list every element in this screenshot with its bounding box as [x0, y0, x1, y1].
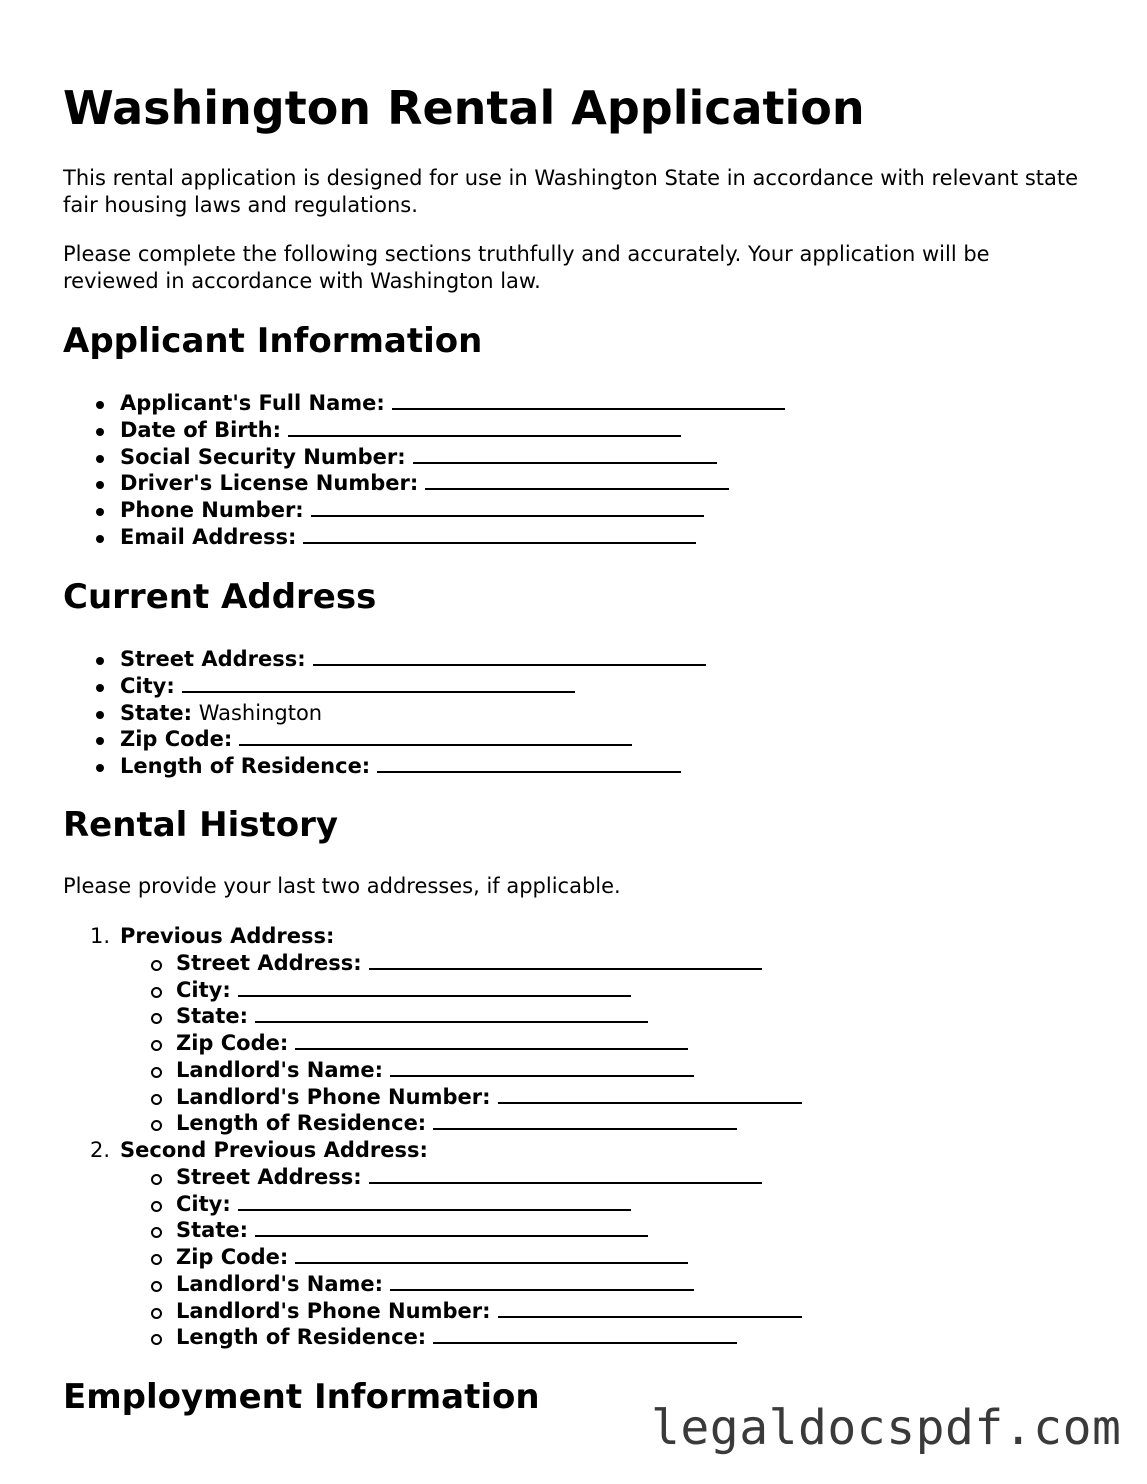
prev1-state: [63, 1003, 802, 1030]
zip-code-blank[interactable]: [239, 726, 632, 746]
rental-history-intro: Please provide your last two addresses, if applicable.: [63, 874, 621, 898]
prev2-zip-blank[interactable]: [295, 1244, 688, 1264]
bullet-icon: [96, 684, 104, 692]
prev1-landlord-name-blank[interactable]: [390, 1057, 694, 1077]
prev2-state-blank[interactable]: [255, 1217, 648, 1237]
bullet-icon: [96, 764, 104, 772]
field-length-of-residence: [63, 753, 706, 780]
field-label: State:: [176, 1218, 249, 1243]
applicant-fields-list: [63, 390, 785, 551]
field-label: Phone Number:: [120, 498, 304, 522]
field-label: Street Address:: [176, 950, 362, 975]
circle-bullet-icon: [151, 1013, 162, 1024]
field-city: [63, 673, 706, 700]
circle-bullet-icon: [151, 1067, 162, 1078]
prev2-landlord-phone: [63, 1298, 802, 1325]
bullet-icon: [96, 401, 104, 409]
intro-paragraph-2: Please complete the following sections truthfully and accurately. Your application will be reviewed in accordance with Washington law.: [63, 242, 990, 293]
circle-bullet-icon: [151, 1094, 162, 1105]
field-state: [63, 700, 706, 727]
prev1-state-blank[interactable]: [255, 1003, 648, 1023]
bullet-icon: [96, 657, 104, 665]
page-title: Washington Rental Application: [63, 81, 865, 135]
list-number: 1.: [90, 924, 111, 948]
prev2-length-of-residence: [63, 1324, 802, 1351]
circle-bullet-icon: [151, 1227, 162, 1238]
field-full-name: [63, 390, 785, 417]
circle-bullet-icon: [151, 1254, 162, 1265]
second-previous-address-label: Second Previous Address:: [120, 1138, 428, 1162]
circle-bullet-icon: [151, 1040, 162, 1051]
previous-address-item: [63, 923, 802, 950]
full-name-blank[interactable]: [392, 390, 785, 410]
field-label: City:: [176, 1191, 231, 1216]
circle-bullet-icon: [151, 1334, 162, 1345]
prev1-city: [63, 977, 802, 1004]
section-heading-applicant: Applicant Information: [63, 321, 483, 361]
bullet-icon: [96, 428, 104, 436]
state-value: Washington: [198, 700, 323, 725]
field-date-of-birth: [63, 417, 785, 444]
prev1-length-blank[interactable]: [433, 1110, 737, 1130]
prev1-landlord-phone-blank[interactable]: [498, 1084, 802, 1104]
section-heading-rental-history: Rental History: [63, 805, 339, 845]
circle-bullet-icon: [151, 1281, 162, 1292]
email-blank[interactable]: [303, 524, 696, 544]
field-label: Date of Birth:: [120, 417, 282, 442]
field-label: Landlord's Phone Number:: [176, 1298, 491, 1323]
field-email: [63, 524, 785, 551]
circle-bullet-icon: [151, 1201, 162, 1212]
drivers-license-blank[interactable]: [425, 470, 729, 490]
field-label: Street Address:: [120, 647, 306, 671]
field-label: State:: [120, 700, 193, 725]
bullet-icon: [96, 711, 104, 719]
prev1-zip-blank[interactable]: [295, 1030, 688, 1050]
field-label: Driver's License Number:: [120, 471, 419, 496]
prev2-landlord-phone-blank[interactable]: [498, 1298, 802, 1318]
field-label: City:: [176, 977, 231, 1002]
field-phone: [63, 497, 785, 524]
prev2-city-blank[interactable]: [238, 1191, 631, 1211]
prev2-landlord-name: [63, 1271, 802, 1298]
prev1-landlord-phone: [63, 1084, 802, 1111]
prev2-state: [63, 1217, 802, 1244]
phone-blank[interactable]: [311, 497, 704, 517]
prev2-street: [63, 1164, 802, 1191]
prev1-landlord-name: [63, 1057, 802, 1084]
prev1-street: [63, 950, 802, 977]
field-drivers-license: [63, 470, 785, 497]
field-label: Landlord's Name:: [176, 1057, 384, 1082]
prev2-length-blank[interactable]: [433, 1324, 737, 1344]
prev2-city: [63, 1191, 802, 1218]
rental-history-list: [63, 923, 802, 1351]
watermark: legaldocspdf.com: [651, 1400, 1122, 1456]
field-ssn: [63, 444, 785, 471]
bullet-icon: [96, 481, 104, 489]
section-heading-employment: Employment Information: [63, 1377, 540, 1417]
circle-bullet-icon: [151, 1308, 162, 1319]
intro-paragraph-1: This rental application is designed for use in Washington State in accordance with relevant state fair housing laws and regulations.: [63, 166, 1079, 217]
prev1-zip: [63, 1030, 802, 1057]
bullet-icon: [96, 508, 104, 516]
circle-bullet-icon: [151, 960, 162, 971]
field-label: Street Address:: [176, 1164, 362, 1189]
street-address-blank[interactable]: [313, 646, 706, 666]
field-label: Length of Residence:: [120, 754, 371, 778]
length-of-residence-blank[interactable]: [377, 753, 681, 773]
circle-bullet-icon: [151, 987, 162, 998]
ssn-blank[interactable]: [413, 444, 717, 464]
field-street-address: [63, 646, 706, 673]
circle-bullet-icon: [151, 1120, 162, 1131]
prev2-zip: [63, 1244, 802, 1271]
second-previous-address-item: [63, 1137, 802, 1164]
previous-address-label: Previous Address:: [120, 924, 335, 948]
field-label: Applicant's Full Name:: [120, 391, 385, 415]
date-of-birth-blank[interactable]: [288, 417, 681, 437]
bullet-icon: [96, 535, 104, 543]
field-label: Zip Code:: [176, 1031, 289, 1055]
current-address-fields-list: [63, 646, 706, 780]
circle-bullet-icon: [151, 1174, 162, 1185]
prev1-city-blank[interactable]: [238, 977, 631, 997]
field-label: Length of Residence:: [176, 1111, 427, 1136]
list-number: 2.: [90, 1138, 111, 1162]
bullet-icon: [96, 737, 104, 745]
field-label: City:: [120, 673, 175, 698]
bullet-icon: [96, 455, 104, 463]
field-label: Length of Residence:: [176, 1325, 427, 1350]
prev1-length-of-residence: [63, 1110, 802, 1137]
section-heading-current-address: Current Address: [63, 577, 377, 617]
field-label: Email Address:: [120, 524, 297, 549]
field-label: Zip Code:: [176, 1245, 289, 1269]
field-zip-code: [63, 726, 706, 753]
prev2-landlord-name-blank[interactable]: [390, 1271, 694, 1291]
field-label: Social Security Number:: [120, 444, 406, 469]
field-label: Landlord's Name:: [176, 1271, 384, 1296]
field-label: Zip Code:: [120, 727, 233, 752]
field-label: Landlord's Phone Number:: [176, 1084, 491, 1109]
prev2-street-blank[interactable]: [369, 1164, 762, 1184]
prev1-street-blank[interactable]: [369, 950, 762, 970]
city-blank[interactable]: [182, 673, 575, 693]
field-label: State:: [176, 1004, 249, 1029]
